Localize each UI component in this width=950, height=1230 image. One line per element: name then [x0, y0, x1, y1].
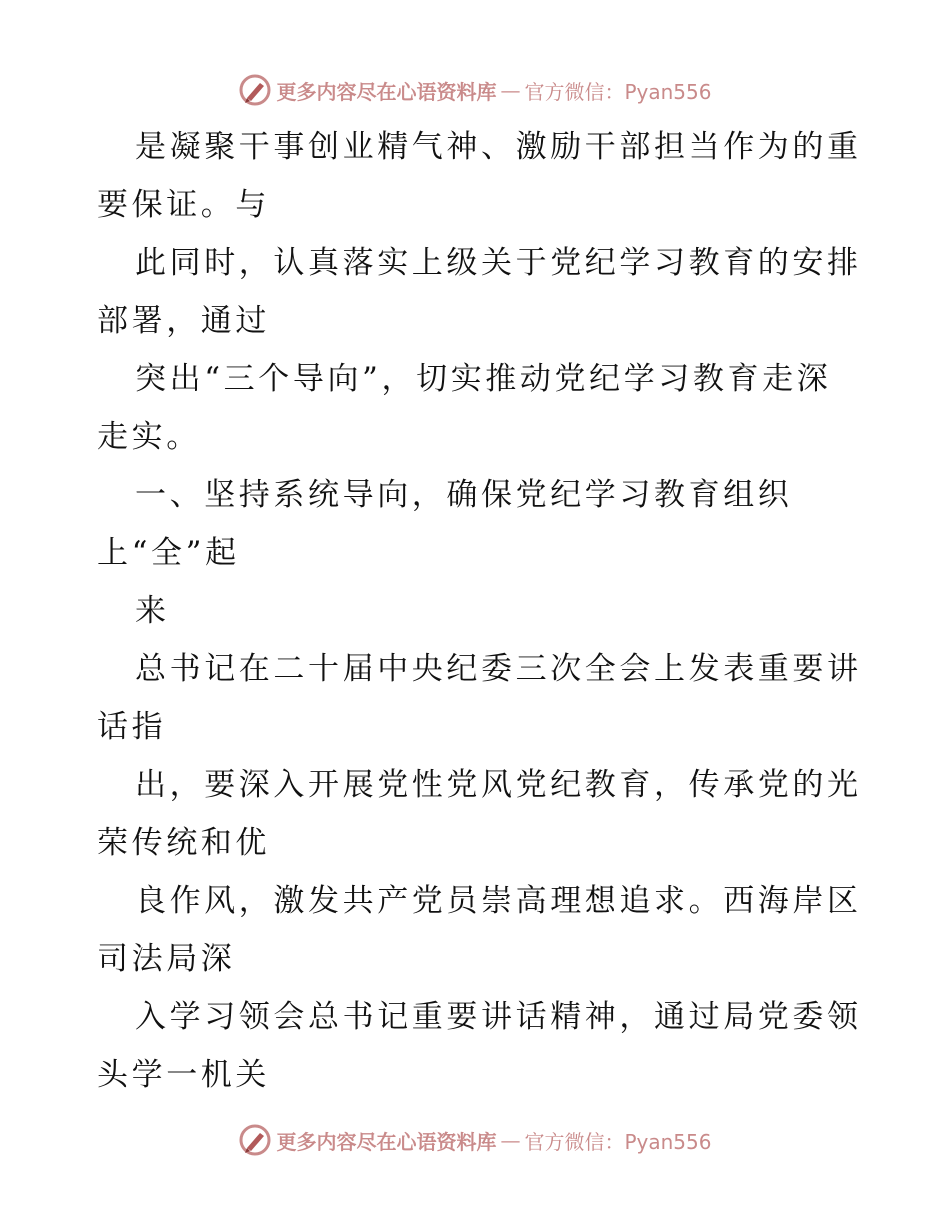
text-line: 入学习领会总书记重要讲话精神，通过局党委领: [135, 999, 862, 1035]
text-line: 话指: [97, 709, 167, 745]
watermark-separator: —: [500, 78, 521, 102]
text-line: 突出“三个导向”，切实推动党纪学习教育走深: [135, 361, 832, 397]
text-line: 要保证。与: [97, 187, 270, 223]
document-body: [97, 118, 862, 1104]
section-heading-line: 一、坚持系统导向，确保党纪学习教育组织: [135, 477, 793, 513]
pen-circle-logo-icon: [238, 1123, 272, 1157]
header-watermark: [0, 70, 950, 110]
section-heading-line: 来: [135, 593, 170, 629]
watermark-separator: —: [500, 1128, 521, 1152]
text-line: 此同时，认真落实上级关于党纪学习教育的安排: [135, 245, 862, 281]
text-line: 司法局深: [97, 941, 236, 977]
watermark-title: 更多内容尽在心语资料库: [276, 79, 497, 104]
watermark-contact: 官方微信：Pyan556: [524, 79, 712, 104]
text-line: 总书记在二十届中央纪委三次全会上发表重要讲: [135, 651, 862, 687]
watermark-contact: 官方微信：Pyan556: [524, 1129, 712, 1154]
text-line: 头学一机关: [97, 1057, 270, 1093]
text-line: 走实。: [97, 419, 201, 455]
text-line: 良作风，激发共产党员崇高理想追求。西海岸区: [135, 883, 862, 919]
footer-watermark: [0, 1120, 950, 1160]
text-line: 是凝聚干事创业精气神、激励干部担当作为的重: [135, 129, 862, 165]
text-line: 出，要深入开展党性党风党纪教育，传承党的光: [135, 767, 862, 803]
text-line: 荣传统和优: [97, 825, 270, 861]
watermark-title: 更多内容尽在心语资料库: [276, 1129, 497, 1154]
pen-circle-logo-icon: [238, 73, 272, 107]
section-heading-line: 上“全”起: [97, 535, 240, 571]
text-line: 部署，通过: [97, 303, 270, 339]
